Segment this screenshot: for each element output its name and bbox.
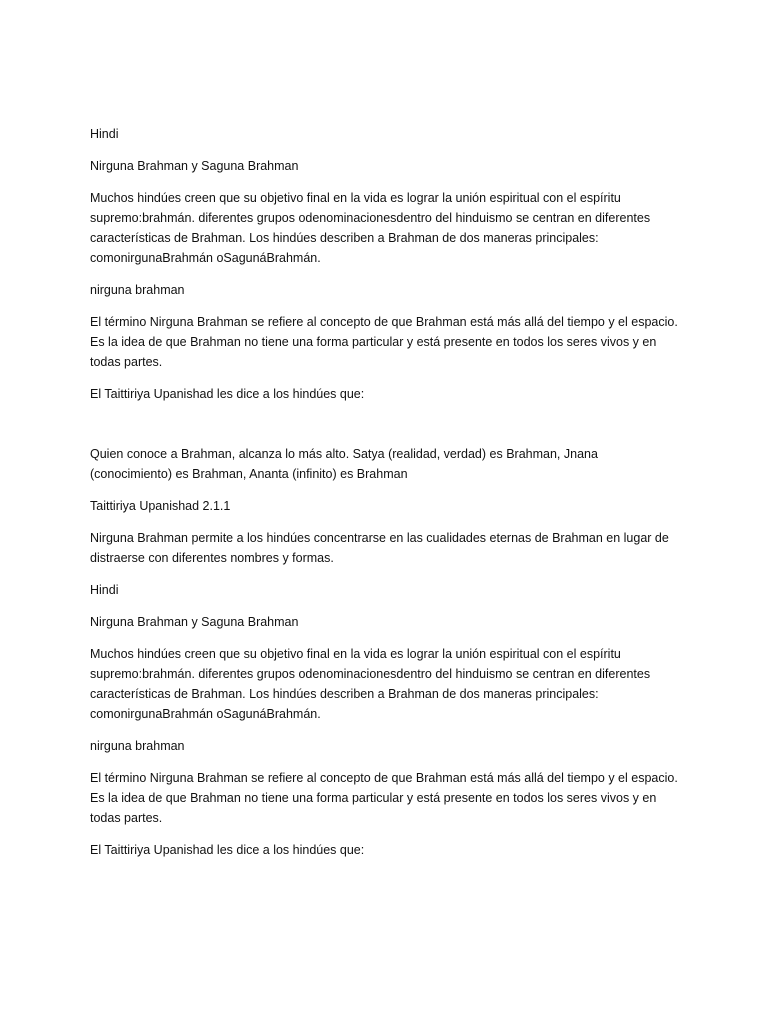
paragraph: Quien conoce a Brahman, alcanza lo más alto. Satya (realidad, verdad) es Brahman, Jnana (conocimiento) es Brahman, Ananta (infinito) es Brahman: [90, 447, 598, 481]
paragraph: nirguna brahman: [90, 283, 185, 297]
paragraph: Muchos hindúes creen que su objetivo final en la vida es lograr la unión espiritual con el espíritu supremo:brahmán. diferentes grupos odenominacionesdentro del hinduismo se centran en diferentes características de Brahman. Los hindúes describen a Brahman de dos maneras principales: comonirgunaBrahmán oSagunáBrahmán.: [90, 191, 651, 265]
document-body: [90, 124, 682, 872]
paragraph: Nirguna Brahman permite a los hindúes concentrarse en las cualidades eternas de Brahman en lugar de distraerse con diferentes nombres y formas.: [90, 531, 669, 565]
paragraph: El término Nirguna Brahman se refiere al concepto de que Brahman está más allá del tiempo y el espacio. Es la idea de que Brahman no tiene una forma particular y está presente en todos los seres vivos y en todas partes.: [90, 771, 678, 825]
paragraph: El Taittiriya Upanishad les dice a los hindúes que:: [90, 387, 365, 401]
paragraph: Taittiriya Upanishad 2.1.1: [90, 499, 231, 513]
paragraph: nirguna brahman: [90, 739, 185, 753]
paragraph: Muchos hindúes creen que su objetivo final en la vida es lograr la unión espiritual con el espíritu supremo:brahmán. diferentes grupos odenominacionesdentro del hinduismo se centran en diferentes características de Brahman. Los hindúes describen a Brahman de dos maneras principales: comonirgunaBrahmán oSagunáBrahmán.: [90, 647, 651, 721]
paragraph: El término Nirguna Brahman se refiere al concepto de que Brahman está más allá del tiempo y el espacio. Es la idea de que Brahman no tiene una forma particular y está presente en todos los seres vivos y en todas partes.: [90, 315, 678, 369]
paragraph: Nirguna Brahman y Saguna Brahman: [90, 615, 299, 629]
paragraph: Hindi: [90, 127, 119, 141]
paragraph-spacer: [90, 416, 682, 444]
paragraph: Nirguna Brahman y Saguna Brahman: [90, 159, 299, 173]
paragraph: Hindi: [90, 583, 119, 597]
paragraph: El Taittiriya Upanishad les dice a los hindúes que:: [90, 843, 365, 857]
